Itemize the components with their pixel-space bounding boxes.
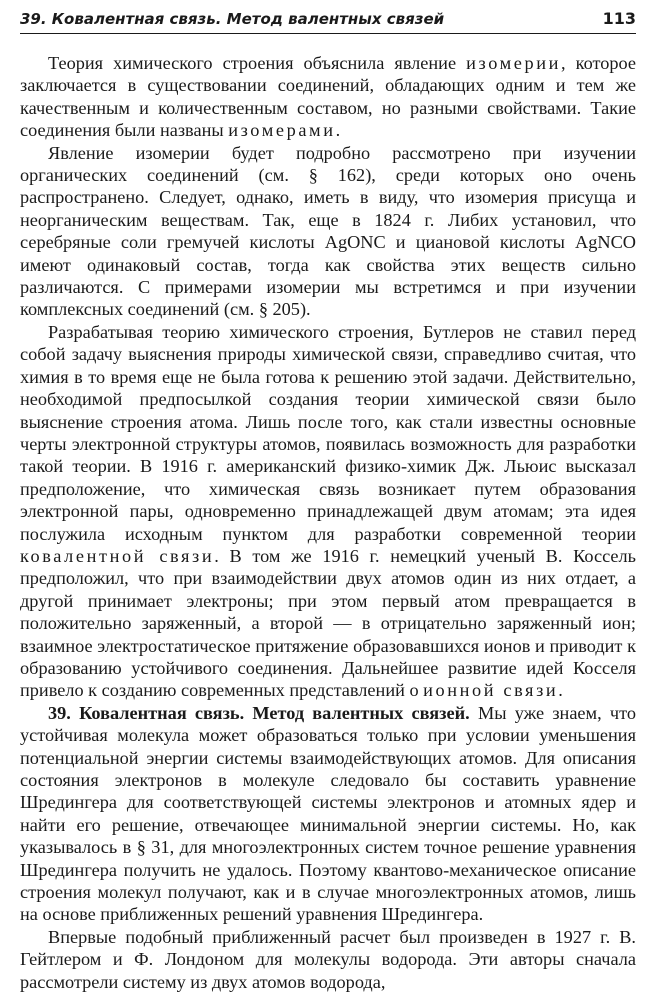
body-text: [20, 52, 636, 993]
running-header: [20, 8, 636, 34]
page-number: 113: [602, 9, 636, 28]
text-run: .: [335, 120, 341, 141]
text-run: , которое заключается в существовании соединений, обладающих одним и тем же качественным и количественным составом, но разными свойствами. Такие соединения были названы: [20, 53, 636, 141]
text-run: Разрабатывая теорию химического строения, Бутлеров не ставил перед собой задачу выяснения природы химической связи, справедливо считая, что химия в то время еще не была готова к решению этой задачи. Действительно, необходимой предпосылкой создания теории химической связи было выяснение строения атома. Лишь после того, как стали известны основные черты электронной структуры атомов, появилась возможность для разработки такой теории. В 1916 г. американский физико-химик Дж. Льюис высказал предположение, что химическая связь возникает путем образования электронной пары, одновременно принадлежащей двум атомам; эта идея послужила исходным пунктом для разработки современной теории: [20, 321, 636, 544]
emphasized-term-isomeria: изомерии: [466, 53, 562, 73]
paragraph-isomerism-definition: [20, 52, 636, 142]
paragraph-section-39: [20, 702, 636, 926]
paragraph-bond-theory-history: [20, 321, 636, 702]
paragraph-isomerism-examples: Явление изомерии будет подробно рассмотрено при изучении органических соединений (см. § 162), среди которых оно очень распространено. Следует, однако, иметь в виду, что изомерия присуща и неорганическим веществам. Так, еще в 1824 г. Либих установил, что серебряные соли гремучей кислоты AgONC и циановой кислоты AgNCO имеют одинаковый состав, тогда как свойства этих веществ сильно различаются. С примерами изомерии мы встретимся и при изучении комплексных соединений (см. § 205).: [20, 142, 636, 320]
text-run: Мы уже знаем, что устойчивая молекула может образоваться только при условии уменьшения потенциальной энергии системы взаимодействующих атомов. Для описания состояния электронов в молекуле следовало бы составить уравнение Шредингера для соответствующей системы электронов и атомных ядер и найти его решение, отвечающее минимальной энергии системы. Но, как указывалось в § 31, для многоэлектронных систем точное решение уравнения Шредингера получить не удалось. Поэтому квантово-механическое описание строения молекул получают, как и в случае многоэлектронных атомов, лишь на основе приближенных решений уравнения Шредингера.: [20, 702, 636, 925]
emphasized-term-ionic-bond: ионной связи: [423, 680, 559, 701]
text-run: .: [558, 680, 563, 701]
section-heading: 39. Ковалентная связь. Метод валентных связей.: [48, 702, 470, 723]
emphasized-term-isomery: изомерами: [228, 120, 336, 141]
running-header-title: 39. Ковалентная связь. Метод валентных связей: [20, 10, 445, 28]
text-run: . В том же 1916 г. немецкий ученый В. Коссель предположил, что при взаимодействии двух атомов один из них отдает, а другой принимает электроны; при этом первый атом превращается в положительно заряженный, а второй — в отрицательно заряженный ион; взаимное электростатическое притяжение образовавшихся ионов и приводит к образованию устойчивого соединения. Дальнейшее развитие идей Косселя привело к созданию современных представлений о: [20, 545, 636, 701]
paragraph-heitler-london: Впервые подобный приближенный расчет был произведен в 1927 г. В. Гейтлером и Ф. Лондоном для молекулы водорода. Эти авторы сначала рассмотрели систему из двух атомов водорода,: [20, 926, 636, 992]
emphasized-term-covalent-bond: ковалентной связи: [20, 545, 215, 566]
text-run: Теория химического строения объяснила явление: [48, 53, 467, 73]
